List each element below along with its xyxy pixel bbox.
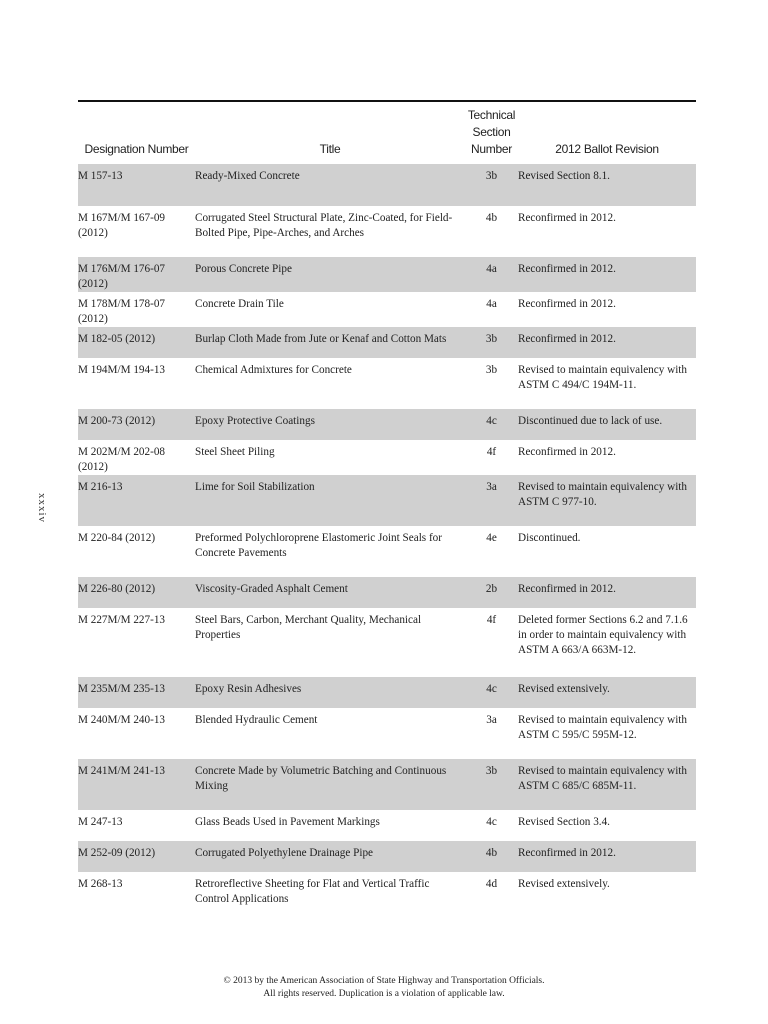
table-header-row — [78, 104, 696, 164]
designation-cell: M 220-84 (2012) — [78, 532, 156, 544]
section-cell: 3b — [485, 364, 498, 376]
title-cell: Concrete Drain Tile — [195, 298, 284, 310]
table-row — [78, 608, 696, 677]
table-row — [78, 292, 696, 327]
table-row — [78, 358, 696, 409]
designation-cell: M 202M/M 202-08 (2012) — [78, 446, 166, 473]
designation-cell: M 182-05 (2012) — [78, 327, 195, 358]
header-section-line: Number — [471, 142, 512, 156]
page-number: xxxiv — [36, 493, 48, 524]
revision-cell: Revised to maintain equivalency with ASTM C 494/C 194M-11. — [518, 364, 688, 391]
designation-cell: M 216-13 — [78, 475, 195, 526]
section-cell: 4b — [465, 841, 518, 872]
revision-cell: Revised Section 3.4. — [518, 816, 610, 828]
revision-cell: Revised to maintain equivalency with ASTM C 977-10. — [518, 475, 696, 526]
title-cell: Viscosity-Graded Asphalt Cement — [195, 577, 465, 608]
footer-line: © 2013 by the American Association of State Highway and Transportation Officials. — [223, 976, 545, 986]
title-cell: Blended Hydraulic Cement — [195, 714, 318, 726]
designation-cell: M 252-09 (2012) — [78, 841, 195, 872]
revision-cell: Deleted former Sections 6.2 and 7.1.6 in order to maintain equivalency with ASTM A 663/A 663M-12. — [518, 614, 688, 656]
table-row — [78, 759, 696, 810]
designation-cell: M 176M/M 176-07 (2012) — [78, 257, 195, 292]
title-cell: Retroreflective Sheeting for Flat and Vertical Traffic Control Applications — [195, 878, 430, 905]
title-cell: Steel Sheet Piling — [195, 446, 275, 458]
section-cell: 4e — [486, 532, 497, 544]
table-row — [78, 327, 696, 358]
section-cell: 4a — [486, 298, 497, 310]
section-cell: 3a — [486, 714, 497, 726]
section-cell: 2b — [465, 577, 518, 608]
specifications-table — [78, 104, 696, 923]
table-row — [78, 164, 696, 206]
title-cell: Preformed Polychloroprene Elastomeric Joint Seals for Concrete Pavements — [195, 532, 442, 559]
designation-cell: M 157-13 — [78, 164, 195, 206]
title-cell: Corrugated Polyethylene Drainage Pipe — [195, 841, 465, 872]
header-revision: 2012 Ballot Revision — [555, 142, 659, 156]
designation-cell: M 227M/M 227-13 — [78, 614, 166, 626]
revision-cell: Revised Section 8.1. — [518, 164, 696, 206]
table-row — [78, 475, 696, 526]
table-top-rule — [78, 100, 696, 102]
section-cell: 4c — [465, 409, 518, 440]
revision-cell: Discontinued. — [518, 532, 581, 544]
revision-cell: Reconfirmed in 2012. — [518, 298, 616, 310]
revision-cell: Revised to maintain equivalency with ASTM C 685/C 685M-11. — [518, 759, 696, 810]
revision-cell: Reconfirmed in 2012. — [518, 257, 696, 292]
section-cell: 3b — [465, 164, 518, 206]
revision-cell: Discontinued due to lack of use. — [518, 409, 696, 440]
table-row — [78, 677, 696, 708]
table-row — [78, 810, 696, 841]
title-cell: Steel Bars, Carbon, Merchant Quality, Mechanical Properties — [195, 614, 422, 641]
designation-cell: M 178M/M 178-07 (2012) — [78, 298, 166, 325]
table-row — [78, 409, 696, 440]
table-row — [78, 577, 696, 608]
section-cell: 3a — [465, 475, 518, 526]
revision-cell: Reconfirmed in 2012. — [518, 212, 616, 224]
designation-cell: M 226-80 (2012) — [78, 577, 195, 608]
revision-cell: Revised extensively. — [518, 677, 696, 708]
title-cell: Epoxy Protective Coatings — [195, 409, 465, 440]
section-cell: 4f — [486, 614, 497, 626]
section-cell: 4d — [485, 878, 498, 890]
table-row — [78, 708, 696, 759]
designation-cell: M 235M/M 235-13 — [78, 677, 195, 708]
header-title: Title — [319, 142, 341, 156]
table-row — [78, 206, 696, 257]
header-section-line: Technical — [467, 108, 516, 122]
section-cell: 3b — [465, 759, 518, 810]
table-row — [78, 440, 696, 475]
header-section-line: Section — [472, 125, 511, 139]
footer-line: All rights reserved. Duplication is a violation of applicable law. — [263, 989, 505, 999]
header-section — [465, 104, 518, 164]
section-cell: 3b — [465, 327, 518, 358]
header-designation: Designation Number — [84, 142, 189, 156]
title-cell: Lime for Soil Stabilization — [195, 475, 465, 526]
title-cell: Concrete Made by Volumetric Batching and Continuous Mixing — [195, 759, 465, 810]
revision-cell: Reconfirmed in 2012. — [518, 841, 696, 872]
title-cell: Epoxy Resin Adhesives — [195, 677, 465, 708]
table-row — [78, 526, 696, 577]
designation-cell: M 167M/M 167-09 (2012) — [78, 212, 166, 239]
designation-cell: M 200-73 (2012) — [78, 409, 195, 440]
table-row — [78, 257, 696, 292]
revision-cell: Revised extensively. — [518, 878, 610, 890]
revision-cell: Reconfirmed in 2012. — [518, 577, 696, 608]
section-cell: 4f — [486, 446, 497, 458]
copyright-footer — [0, 975, 768, 1001]
title-cell: Chemical Admixtures for Concrete — [195, 364, 352, 376]
section-cell: 4c — [486, 816, 497, 828]
revision-cell: Reconfirmed in 2012. — [518, 446, 616, 458]
section-cell: 4b — [485, 212, 498, 224]
designation-cell: M 194M/M 194-13 — [78, 364, 166, 376]
revision-cell: Reconfirmed in 2012. — [518, 327, 696, 358]
designation-cell: M 241M/M 241-13 — [78, 759, 195, 810]
table-row — [78, 841, 696, 872]
title-cell: Glass Beads Used in Pavement Markings — [195, 816, 380, 828]
revision-cell: Revised to maintain equivalency with ASTM C 595/C 595M-12. — [518, 714, 688, 741]
section-cell: 4c — [465, 677, 518, 708]
title-cell: Ready-Mixed Concrete — [195, 164, 465, 206]
designation-cell: M 240M/M 240-13 — [78, 714, 166, 726]
title-cell: Porous Concrete Pipe — [195, 257, 465, 292]
title-cell: Burlap Cloth Made from Jute or Kenaf and Cotton Mats — [195, 327, 465, 358]
title-cell: Corrugated Steel Structural Plate, Zinc-Coated, for Field-Bolted Pipe, Pipe-Arches, and Arches — [195, 212, 453, 239]
designation-cell: M 268-13 — [78, 878, 123, 890]
table-row — [78, 872, 696, 923]
designation-cell: M 247-13 — [78, 816, 123, 828]
section-cell: 4a — [465, 257, 518, 292]
